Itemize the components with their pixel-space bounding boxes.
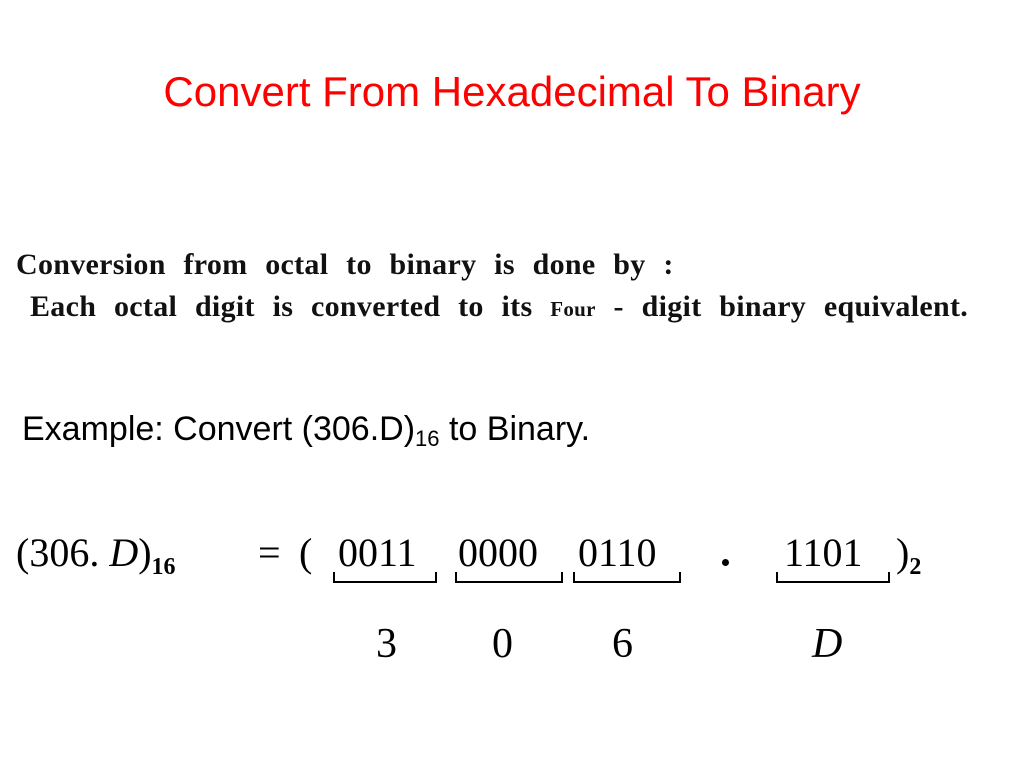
lhs-base: 16 <box>151 554 176 580</box>
binary-point <box>722 559 729 566</box>
binary-group-3: 0110 <box>578 530 657 575</box>
hex-digit-4: D <box>812 621 843 667</box>
lhs-number: (306. <box>16 530 110 575</box>
rule-line-2-end: - digit binary equivalent. <box>595 290 969 323</box>
rule-line-2-four: Four <box>550 297 596 321</box>
group-bracket-4 <box>776 572 890 583</box>
example-subscript: 16 <box>415 426 440 451</box>
result-base: 2 <box>909 554 922 580</box>
hex-digit-1: 3 <box>376 621 397 667</box>
example-suffix: to Binary. <box>439 410 591 448</box>
binary-group-4: 1101 <box>784 530 863 575</box>
example-line <box>22 410 590 452</box>
binary-group-2: 0000 <box>458 530 538 575</box>
group-bracket-3 <box>573 572 681 583</box>
rule-line-2 <box>30 290 968 324</box>
rule-line-1: Conversion from octal to binary is done by : <box>16 248 674 281</box>
hex-digit-3: 6 <box>612 621 633 667</box>
equation-rhs-close <box>896 530 922 580</box>
lhs-letter: D <box>109 530 139 575</box>
equals-sign: = <box>258 530 281 575</box>
close-paren: ) <box>896 530 910 575</box>
group-bracket-1 <box>333 572 437 583</box>
equation-lhs <box>16 530 176 580</box>
rule-line-2-start: Each octal digit is converted to its <box>30 290 551 323</box>
lhs-close: ) <box>138 530 152 575</box>
group-bracket-2 <box>455 572 563 583</box>
example-prefix: Example: Convert (306.D) <box>22 410 416 448</box>
slide-title: Convert From Hexadecimal To Binary <box>163 68 861 115</box>
hex-digit-2: 0 <box>492 621 513 667</box>
binary-group-1: 0011 <box>338 530 417 575</box>
open-paren: ( <box>299 530 313 575</box>
